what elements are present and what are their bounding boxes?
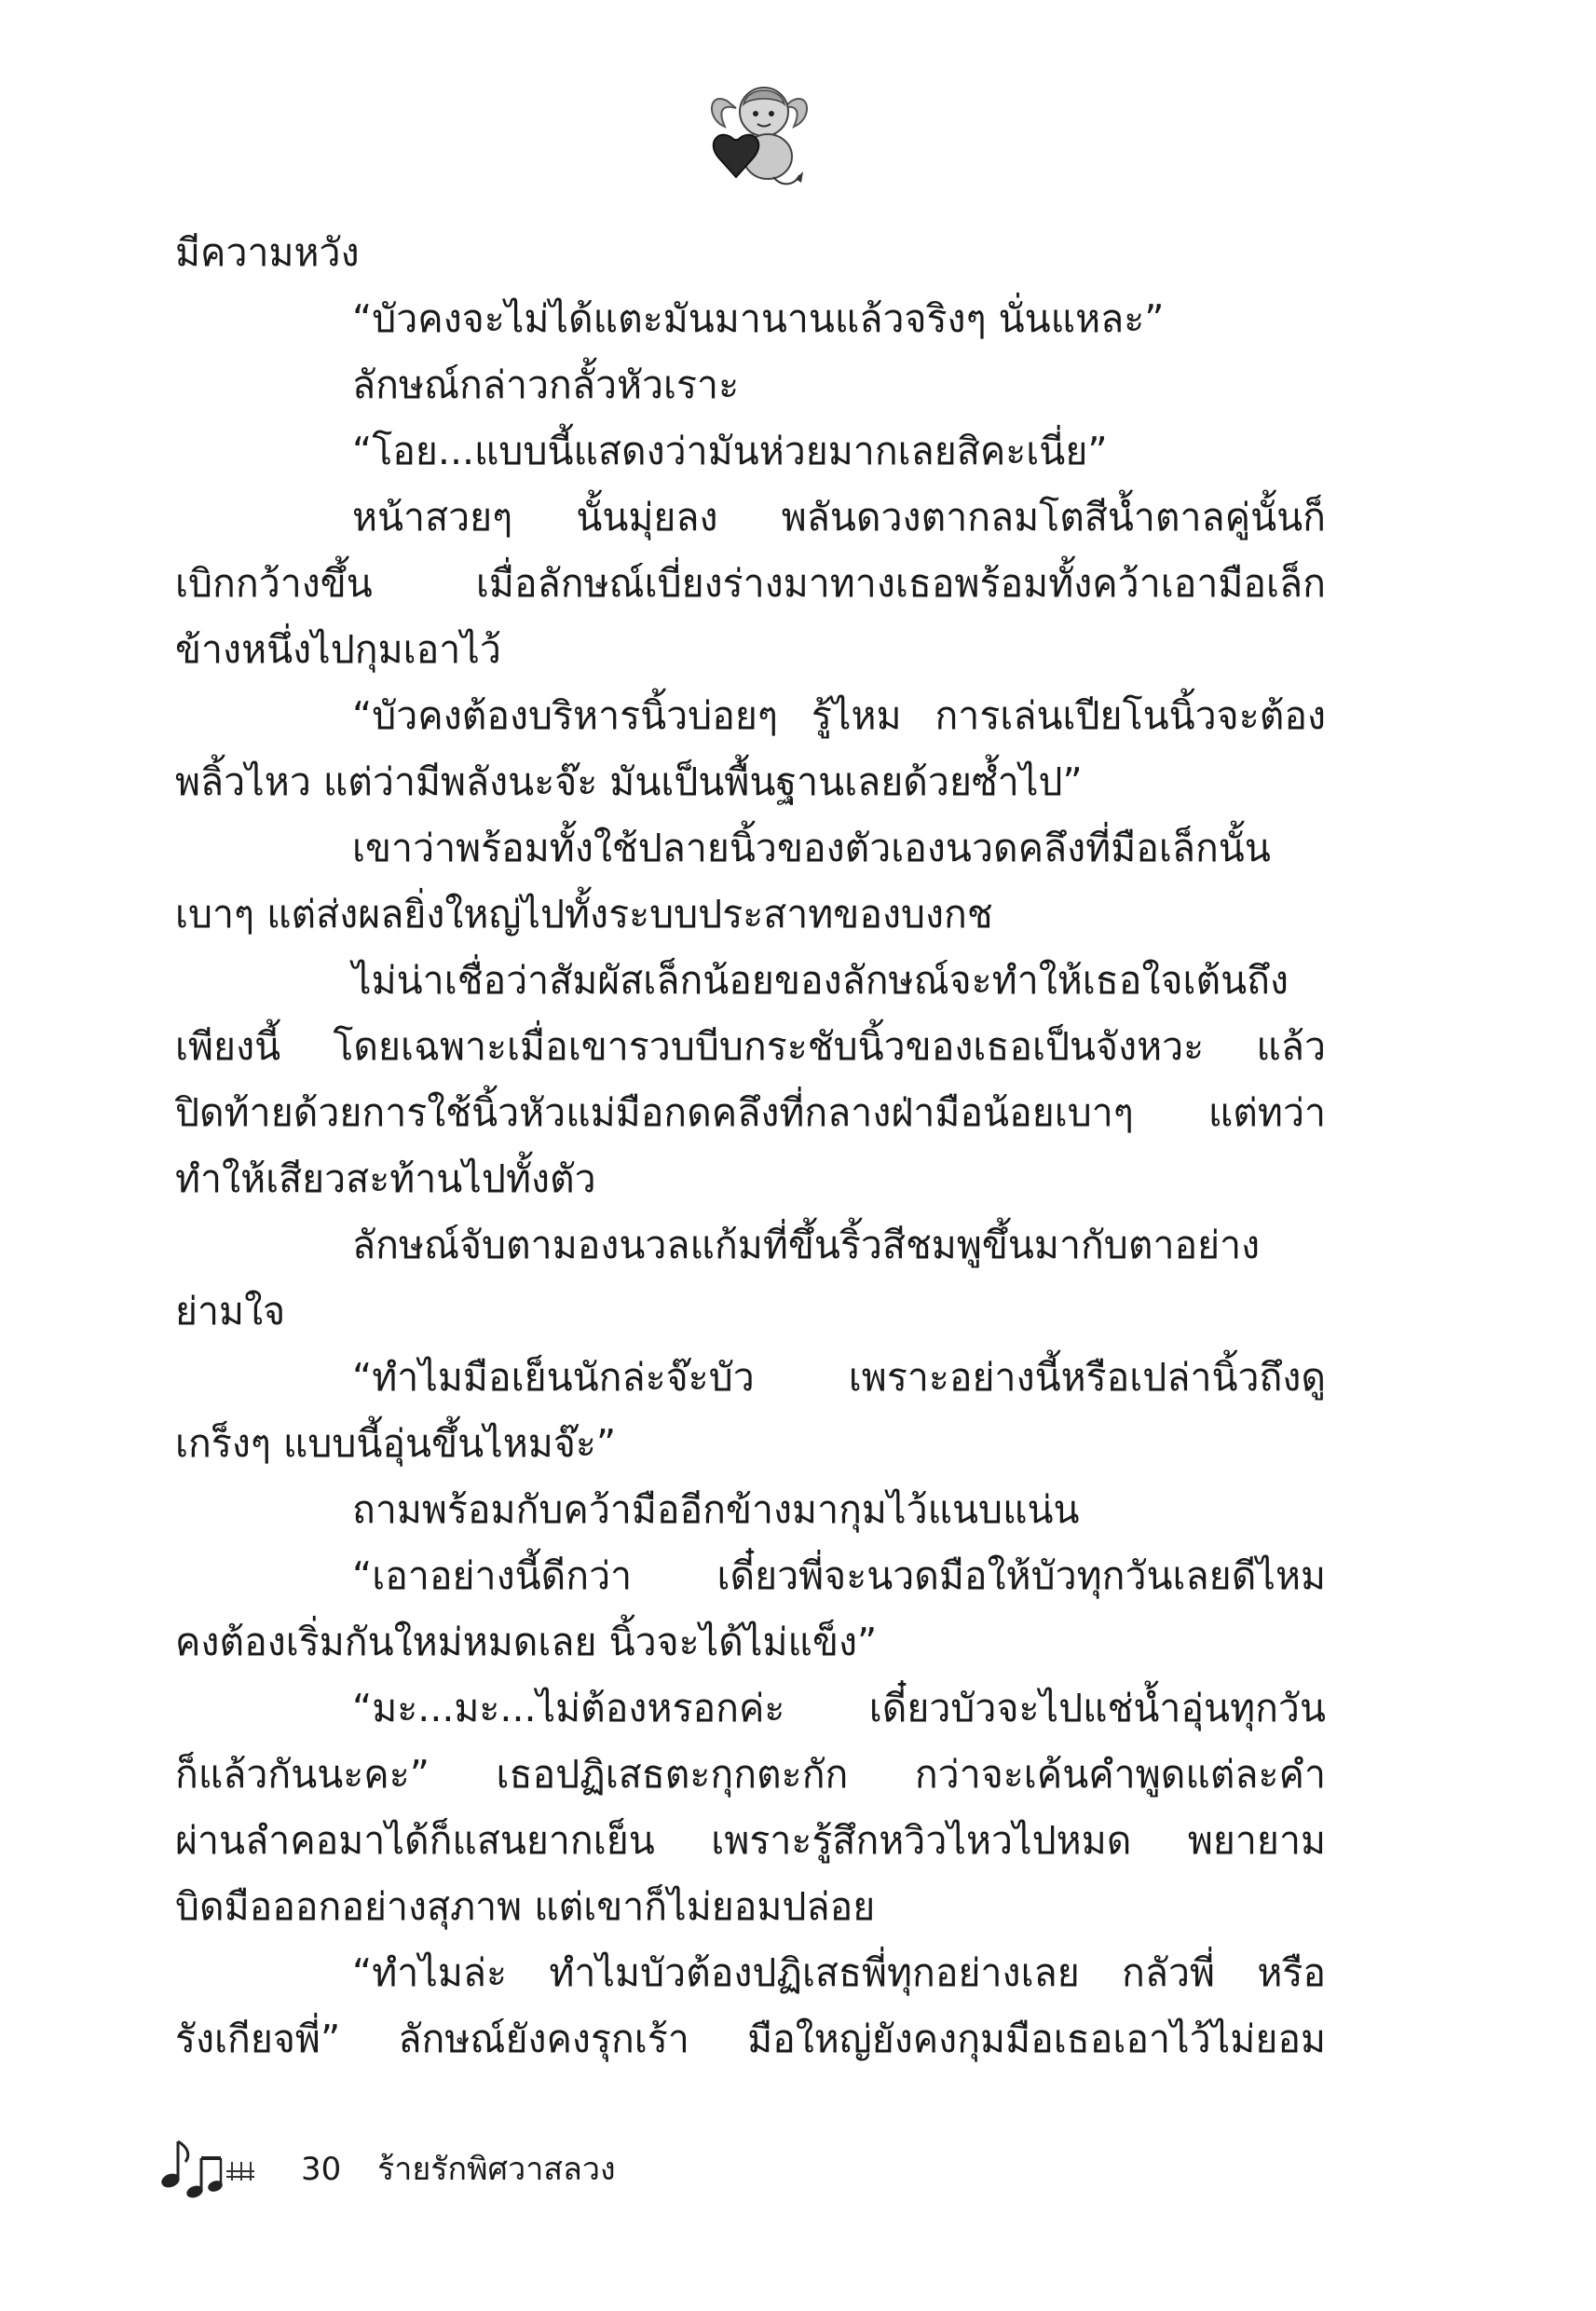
text-line: ข้างหนึ่งไปกุมเอาไว้ xyxy=(175,627,501,672)
text-line: “เอาอย่างนี้ดีกว่า เดี๋ยวพี่จะนวดมือให้บัวทุกวันเลยดีไหม xyxy=(352,1553,1326,1598)
text-line: ผ่านลำคอมาได้ก็แสนยากเย็น เพราะรู้สึกหวิวไหวไปหมด พยายาม xyxy=(175,1818,1326,1863)
text-line: “มะ...มะ...ไม่ต้องหรอกค่ะ เดี๋ยวบัวจะไปแช่น้ำอุ่นทุกวัน xyxy=(352,1686,1326,1730)
text-line: เบิกกว้างขึ้น เมื่อลักษณ์เบี่ยงร่างมาทางเธอพร้อมทั้งคว้าเอามือเล็ก xyxy=(175,561,1326,606)
text-line: ลักษณ์กล่าวกลั้วหัวเราะ xyxy=(352,362,740,407)
body-text xyxy=(175,220,1326,2072)
text-line: หน้าสวยๆ นั้นมุ่ยลง พลันดวงตากลมโตสีน้ำตาลคู่นั้นก็ xyxy=(352,495,1326,540)
text-line: มีความหวัง xyxy=(175,230,360,275)
text-line: ไม่น่าเชื่อว่าสัมผัสเล็กน้อยของลักษณ์จะทำให้เธอใจเต้นถึง xyxy=(352,958,1289,1003)
text-line: ปิดท้ายด้วยการใช้นิ้วหัวแม่มือกดคลึงที่กลางฝ่ามือน้อยเบาๆ แต่ทว่า xyxy=(175,1090,1326,1135)
text-line: ถามพร้อมกับคว้ามืออีกข้างมากุมไว้แนบแน่น xyxy=(352,1487,1080,1532)
text-line: เพียงนี้ โดยเฉพาะเมื่อเขารวบบีบกระชับนิ้วของเธอเป็นจังหวะ แล้ว xyxy=(175,1024,1326,1069)
music-notes-icon xyxy=(154,2134,266,2208)
text-line: คงต้องเริ่มกันใหม่หมดเลย นิ้วจะได้ไม่แข็ง” xyxy=(175,1620,878,1664)
cherub-with-heart-icon xyxy=(699,73,820,194)
text-line: “ทำไมล่ะ ทำไมบัวต้องปฏิเสธพี่ทุกอย่างเลย กลัวพี่ หรือ xyxy=(352,1950,1326,1995)
text-line: รังเกียจพี่” ลักษณ์ยังคงรุกเร้า มือใหญ่ยังคงกุมมือเธอเอาไว้ไม่ยอม xyxy=(175,2017,1326,2061)
text-line: เบาๆ แต่ส่งผลยิ่งใหญ่ไปทั้งระบบประสาทของบงกช xyxy=(175,892,993,937)
text-line: พลิ้วไหว แต่ว่ามีพลังนะจ๊ะ มันเป็นพื้นฐานเลยด้วยซ้ำไป” xyxy=(175,759,1083,804)
text-line: เกร็งๆ แบบนี้อุ่นขึ้นไหมจ๊ะ” xyxy=(175,1421,617,1466)
text-line: บิดมือออกอย่างสุภาพ แต่เขาก็ไม่ยอมปล่อย xyxy=(175,1884,876,1929)
text-line: “บัวคงต้องบริหารนิ้วบ่อยๆ รู้ไหม การเล่นเปียโนนิ้วจะต้อง xyxy=(352,693,1326,738)
text-line: ย่ามใจ xyxy=(175,1289,286,1333)
text-line: ลักษณ์จับตามองนวลแก้มที่ขึ้นริ้วสีชมพูขึ้นมากับตาอย่าง xyxy=(352,1223,1261,1267)
text-line: เขาว่าพร้อมทั้งใช้ปลายนิ้วของตัวเองนวดคลึงที่มือเล็กนั้น xyxy=(352,826,1271,870)
page-number: 30 xyxy=(301,2151,342,2188)
book-title: ร้ายรักพิศวาสลวง xyxy=(377,2151,616,2188)
page-footer xyxy=(154,2134,899,2208)
text-line: ก็แล้วกันนะคะ” เธอปฏิเสธตะกุกตะกัก กว่าจะเค้นคำพูดแต่ละคำ xyxy=(175,1752,1326,1797)
text-line: “ทำไมมือเย็นนักล่ะจ๊ะบัว เพราะอย่างนี้หรือเปล่านิ้วถึงดู xyxy=(352,1355,1326,1400)
text-line: “โอย...แบบนี้แสดงว่ามันห่วยมากเลยสิคะเนี่ย” xyxy=(352,429,1108,473)
text-line: “บัวคงจะไม่ได้แตะมันมานานแล้วจริงๆ นั่นแหละ” xyxy=(352,296,1165,341)
text-line: ทำให้เสียวสะท้านไปทั้งตัว xyxy=(175,1156,596,1201)
